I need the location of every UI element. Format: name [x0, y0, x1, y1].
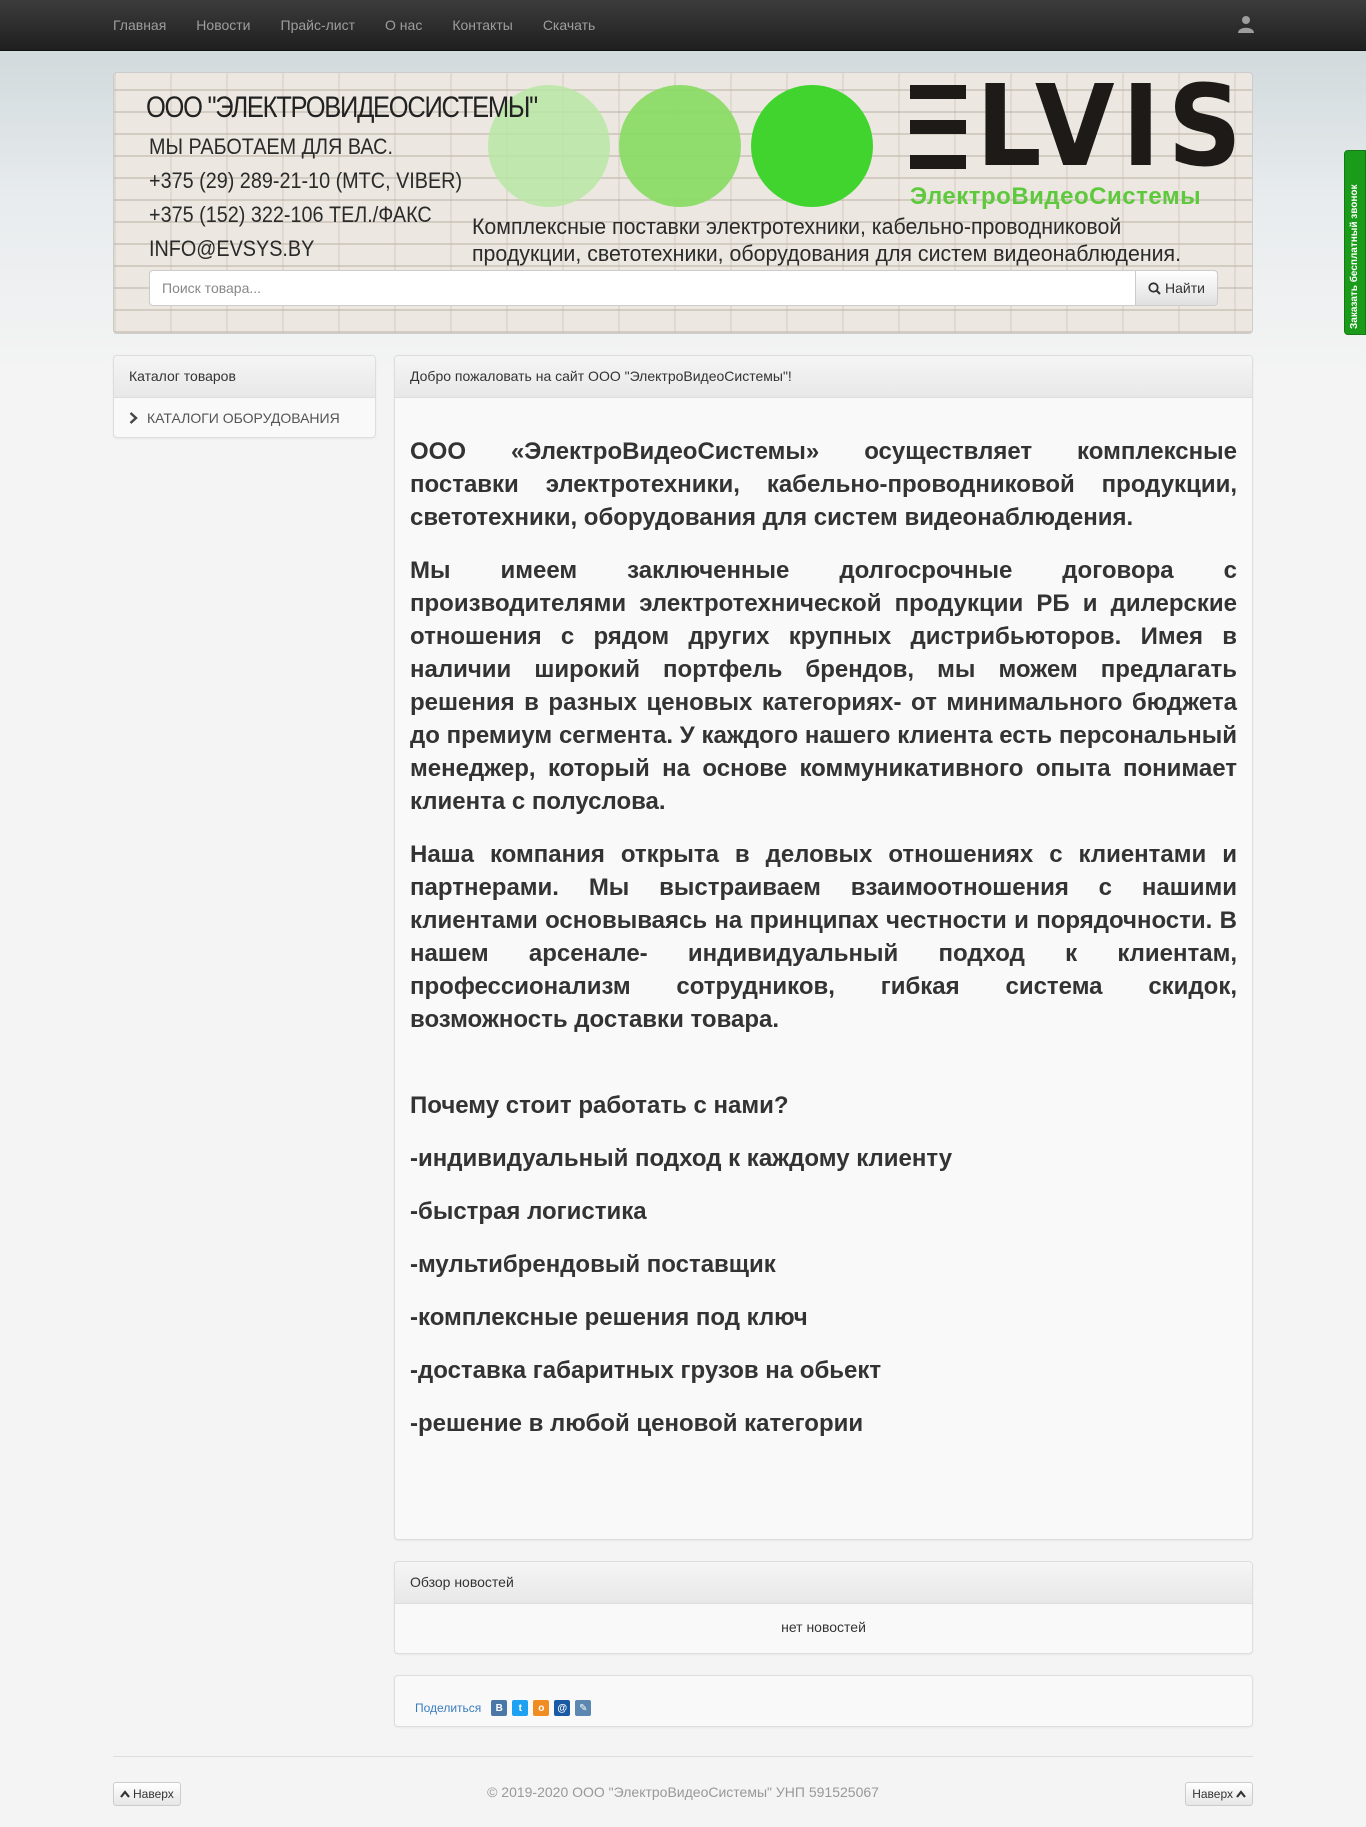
search-button-label: Найти: [1165, 280, 1205, 296]
nav-download[interactable]: Скачать: [542, 17, 596, 33]
main-nav: [113, 0, 625, 51]
back-to-top-left-label: Наверх: [133, 1787, 174, 1801]
banner-slogan: МЫ РАБОТАЕМ ДЛЯ ВАС.: [149, 134, 393, 159]
search-input[interactable]: [149, 270, 1135, 306]
nav-about[interactable]: О нас: [385, 17, 423, 33]
logo-circle-bright: [751, 85, 873, 207]
search-button[interactable]: [1135, 270, 1218, 306]
why-us-item: -решение в любой ценовой категории: [410, 1410, 864, 1437]
banner-tagline-1: Комплексные поставки электротехники, кабельно-проводниковой: [472, 214, 1122, 239]
logo-e-mark: [910, 85, 966, 169]
why-us-item: -комплексные решения под ключ: [410, 1304, 808, 1331]
chevron-up-icon: [1236, 1790, 1246, 1798]
mailru-icon[interactable]: @: [554, 1700, 570, 1716]
news-empty-message: нет новостей: [781, 1619, 866, 1635]
catalog-item-equipment[interactable]: [114, 398, 375, 438]
twitter-icon[interactable]: t: [512, 1700, 528, 1716]
catalog-title: Каталог товаров: [114, 356, 375, 398]
nav-home[interactable]: Главная: [113, 17, 167, 33]
why-us-item: -доставка габаритных грузов на обьект: [410, 1357, 882, 1384]
welcome-paragraph-3: Наша компания открыта в деловых отношениях с клиентами и партнерами. Мы выстраиваем взаимоотношения с нашими клиентами основываясь на принципах честности и порядочности. В нашем арсенале- индивидуальный подход к клиентам, профессионализм сотрудников, гибкая система скидок, возможность доставки товара.: [410, 841, 1237, 1033]
share-panel: [394, 1675, 1253, 1727]
why-us-item: -мультибрендовый поставщик: [410, 1251, 776, 1278]
logo-subtitle: ЭлектроВидеоСистемы: [910, 183, 1202, 210]
news-title: Обзор новостей: [395, 1562, 1252, 1604]
welcome-paragraph-1: ООО «ЭлектроВидеоСистемы» осуществляет комплексные поставки электротехники, кабельно-проводниковой продукции, светотехники, оборудования для систем видеонаблюдения.: [410, 438, 1237, 531]
nav-price-list[interactable]: Прайс-лист: [280, 17, 356, 33]
welcome-title: Добро пожаловать на сайт ООО "ЭлектроВидеоСистемы"!: [395, 356, 1252, 398]
livejournal-icon[interactable]: ✎: [575, 1700, 591, 1716]
catalog-panel: [113, 355, 376, 438]
footer-copyright: © 2019-2020 ООО "ЭлектроВидеоСистемы" УНП 591525067: [487, 1784, 879, 1800]
banner-phone-mobile: +375 (29) 289-21-10 (МТС, VIBER): [149, 168, 463, 193]
back-to-top-right-button[interactable]: [1185, 1782, 1253, 1806]
header-banner: [113, 72, 1253, 334]
top-navbar: [0, 0, 1366, 51]
callback-tab[interactable]: [1344, 150, 1366, 335]
odnoklassniki-icon[interactable]: о: [533, 1700, 549, 1716]
logo-circle-mid: [619, 85, 741, 207]
news-panel: [394, 1561, 1253, 1654]
callback-label: Заказать бесплатный звонок: [1349, 184, 1360, 329]
back-to-top-right-label: Наверх: [1192, 1787, 1233, 1801]
welcome-paragraph-2: Мы имеем заключенные долгосрочные договора с производителями электротехнической продукции РБ и дилерские отношения с рядом других крупных дистрибьюторов. Имея в наличии широкий портфель брендов, мы можем предлагать решения в разных ценовых категориях- от минимального бюджета до премиум сегмента. У каждого нашего клиента есть персональный менеджер, который на основе коммуникативного опыта понимает клиента с полуслова.: [410, 557, 1237, 815]
vk-icon[interactable]: В: [491, 1700, 507, 1716]
search-icon: [1148, 282, 1161, 295]
banner-tagline-2: продукции, светотехники, оборудования для систем видеонаблюдения.: [472, 241, 1182, 266]
banner-email: INFO@EVSYS.BY: [149, 236, 315, 261]
share-row: [415, 1700, 591, 1716]
why-us-item: -индивидуальный подход к каждому клиенту: [410, 1145, 953, 1172]
banner-company-name: ООО "ЭЛЕКТРОВИДЕОСИСТЕМЫ": [146, 91, 537, 124]
logo-word: LVIS: [976, 72, 1250, 192]
banner-phone-fax: +375 (152) 322-106 ТЕЛ./ФАКС: [149, 202, 432, 227]
nav-contacts[interactable]: Контакты: [452, 17, 513, 33]
user-icon[interactable]: [1238, 15, 1254, 33]
why-us-heading: Почему стоит работать с нами?: [410, 1092, 789, 1119]
search-bar: [149, 270, 1218, 306]
why-us-item: -быстрая логистика: [410, 1198, 647, 1225]
welcome-panel: [394, 355, 1253, 1540]
share-label[interactable]: Поделиться: [415, 1701, 482, 1715]
footer-divider: [113, 1756, 1253, 1757]
catalog-item-label: КАТАЛОГИ ОБОРУДОВАНИЯ: [147, 410, 340, 426]
welcome-content: [395, 398, 1252, 1440]
nav-news[interactable]: Новости: [196, 17, 251, 33]
chevron-right-icon: [129, 412, 138, 424]
